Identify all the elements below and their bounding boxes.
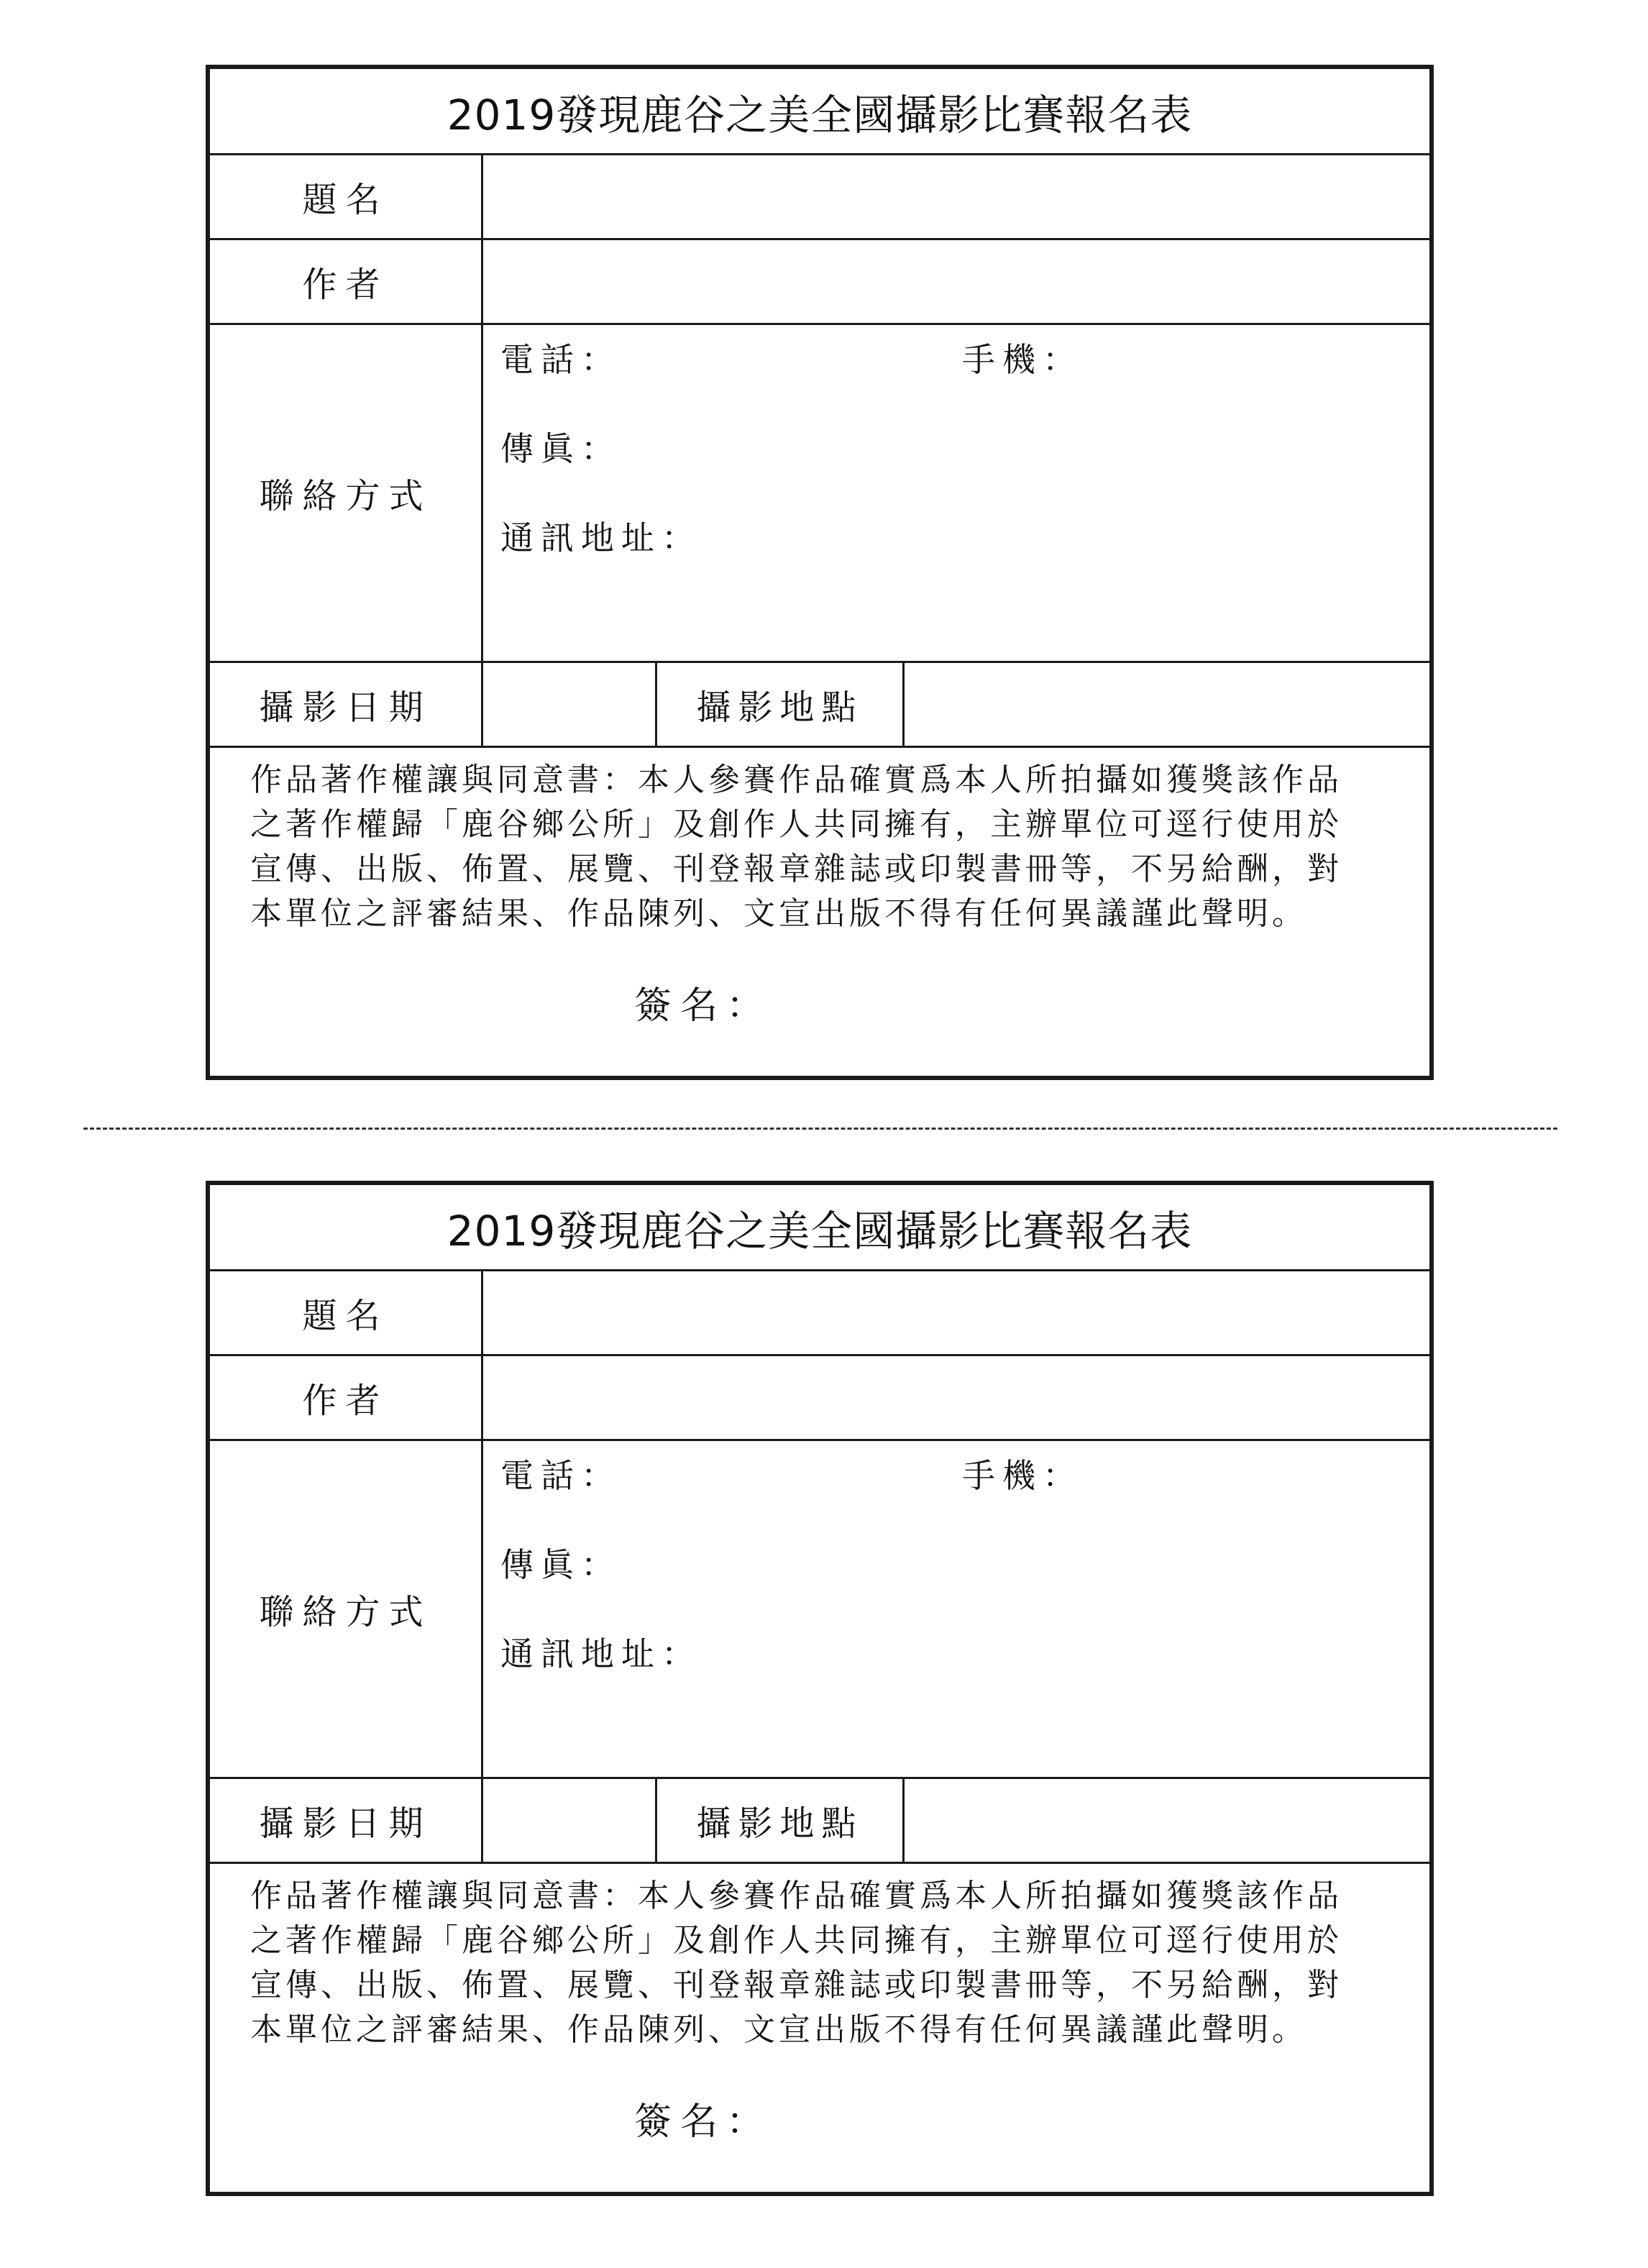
photo-place-label: 攝影地點 bbox=[657, 663, 905, 746]
consent-line: 作品著作權讓與同意書：本人參賽作品確實爲本人所拍攝如獲獎該作品 bbox=[250, 762, 1342, 798]
photo-date-label: 攝影日期 bbox=[210, 663, 483, 746]
phone-label: 電話： bbox=[500, 340, 621, 379]
consent-line: 本單位之評審結果、作品陳列、文宣出版不得有任何異議謹此聲明。 bbox=[250, 2011, 1307, 2048]
mobile-label: 手機： bbox=[962, 340, 1083, 379]
form-title: 2019發現鹿谷之美全國攝影比賽報名表 bbox=[447, 90, 1193, 140]
form-title: 2019發現鹿谷之美全國攝影比賽報名表 bbox=[447, 1206, 1193, 1256]
consent-line: 本單位之評審結果、作品陳列、文宣出版不得有任何異議謹此聲明。 bbox=[250, 895, 1307, 932]
photo-date-value bbox=[483, 1779, 657, 1862]
copyright-consent bbox=[250, 1874, 1393, 2052]
author-row bbox=[210, 1356, 1429, 1441]
copyright-consent bbox=[250, 758, 1393, 936]
work-title-row bbox=[210, 155, 1429, 240]
date-place-row bbox=[210, 663, 1429, 748]
phone-label: 電話： bbox=[500, 1456, 621, 1495]
contact-label: 聯絡方式 bbox=[210, 1441, 483, 1777]
photo-date-value bbox=[483, 663, 657, 746]
date-place-row bbox=[210, 1779, 1429, 1864]
work-title-row bbox=[210, 1271, 1429, 1356]
work-title-label: 題名 bbox=[210, 155, 483, 238]
form-title-row bbox=[210, 1185, 1429, 1271]
photo-date-label: 攝影日期 bbox=[210, 1779, 483, 1862]
address-label: 通訊地址： bbox=[500, 1634, 702, 1673]
cut-line bbox=[83, 1128, 1557, 1130]
consent-line: 宣傳、出版、佈置、展覽、刊登報章雜誌或印製書冊等，不另給酬，對 bbox=[250, 851, 1342, 887]
fax-label: 傳眞： bbox=[500, 429, 621, 468]
contact-row bbox=[210, 1441, 1429, 1779]
author-row bbox=[210, 240, 1429, 325]
registration-form-bottom bbox=[206, 1181, 1434, 2196]
author-label: 作者 bbox=[210, 1356, 483, 1439]
consent-line: 宣傳、出版、佈置、展覽、刊登報章雜誌或印製書冊等，不另給酬，對 bbox=[250, 1967, 1342, 2003]
consent-line: 作品著作權讓與同意書：本人參賽作品確實爲本人所拍攝如獲獎該作品 bbox=[250, 1878, 1342, 1914]
consent-line: 之著作權歸「鹿谷鄉公所」及創作人共同擁有，主辦單位可逕行使用於 bbox=[250, 1922, 1342, 1959]
mobile-label: 手機： bbox=[962, 1456, 1083, 1495]
contact-row bbox=[210, 325, 1429, 663]
signature-label: 簽名： bbox=[634, 2100, 773, 2144]
consent-line: 之著作權歸「鹿谷鄉公所」及創作人共同擁有，主辦單位可逕行使用於 bbox=[250, 806, 1342, 843]
photo-place-label: 攝影地點 bbox=[657, 1779, 905, 1862]
signature-label: 簽名： bbox=[634, 984, 773, 1028]
work-title-label: 題名 bbox=[210, 1271, 483, 1354]
author-label: 作者 bbox=[210, 240, 483, 323]
address-label: 通訊地址： bbox=[500, 518, 702, 557]
form-title-row bbox=[210, 69, 1429, 155]
fax-label: 傳眞： bbox=[500, 1545, 621, 1584]
registration-form-top bbox=[206, 65, 1434, 1080]
contact-label: 聯絡方式 bbox=[210, 325, 483, 661]
